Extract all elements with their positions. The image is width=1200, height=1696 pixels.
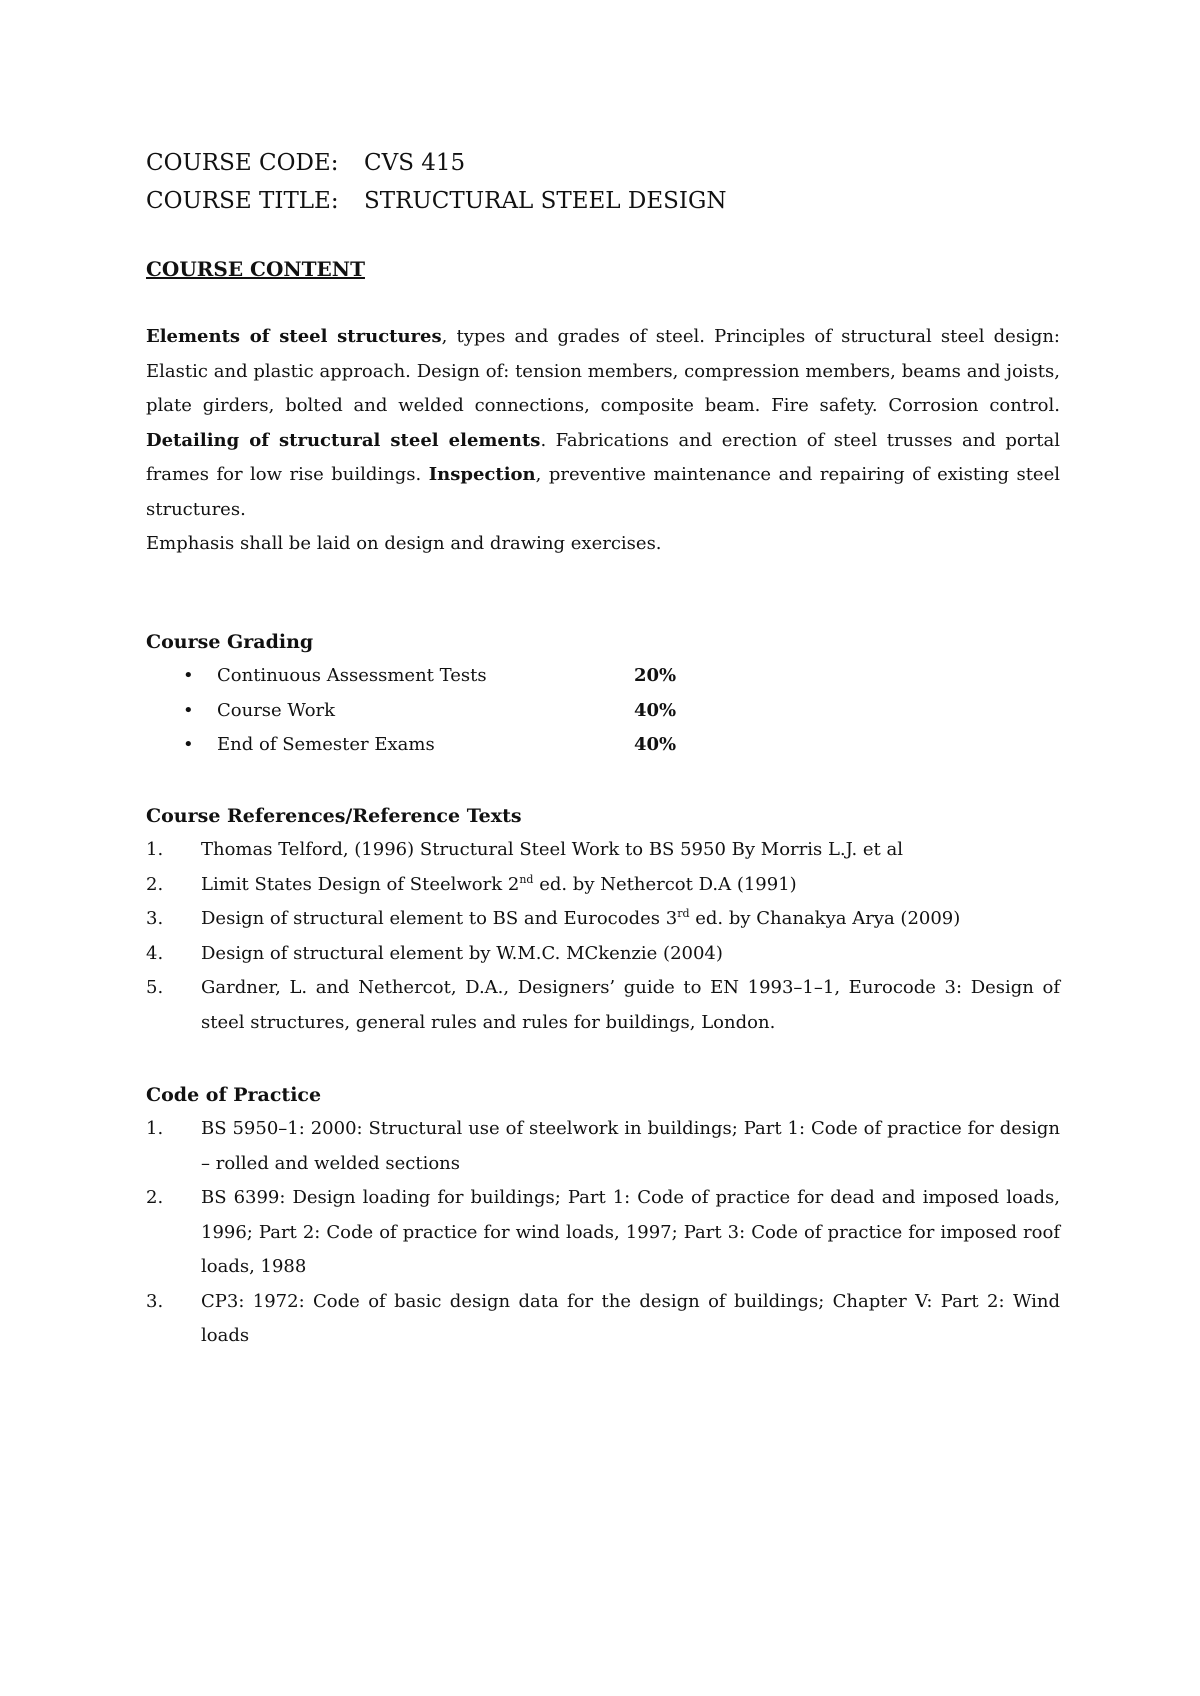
list-item-text: BS 6399: Design loading for buildings; Part 1: Code of practice for dead and imposed loads, 1996; Part 2: Code of practice for wind loads, 1997; Part 3: Code of practice for imposed roof loads, 1988	[201, 1187, 1060, 1277]
course-code-label: COURSE CODE:	[146, 150, 339, 176]
list-item	[146, 868, 1060, 903]
list-item-number: 3.	[146, 1290, 164, 1312]
list-item-number: 2.	[146, 1187, 164, 1208]
list-item	[146, 937, 1060, 972]
list-item	[146, 1181, 1060, 1285]
course-references-heading: Course References/Reference Texts	[146, 805, 522, 827]
list-item-text: BS 5950–1: 2000: Structural use of steelwork in buildings; Part 1: Code of practice for design – rolled and welded sections	[201, 1118, 1060, 1174]
course-code-row	[146, 144, 1060, 182]
list-item-number: 5.	[146, 977, 164, 998]
list-item-text	[201, 902, 1060, 937]
list-item-number: 4.	[146, 942, 164, 964]
list-item	[146, 902, 1060, 937]
grading-item-label: Continuous Assessment Tests	[217, 665, 487, 686]
list-item-text: Design of structural element by W.M.C. MCkenzie (2004)	[201, 942, 723, 964]
ref-text-part: ed. by Chanakya Arya (2009)	[689, 908, 961, 929]
ref-text-part: Design of structural element to BS and Eurocodes 3	[201, 908, 678, 929]
content-text-3: , preventive maintenance and repairing of existing steel structures.	[146, 464, 1060, 520]
ref-superscript: rd	[677, 907, 690, 920]
list-item	[146, 1285, 1060, 1354]
references-list	[146, 833, 1060, 1040]
course-grading-section	[146, 625, 1060, 763]
grading-item	[146, 728, 1060, 763]
list-item-number: 1.	[146, 1118, 164, 1139]
list-item	[146, 1112, 1060, 1181]
content-text-2: . Fabrications and erection of steel trusses and portal frames for low rise buildings.	[146, 429, 1061, 485]
list-item	[146, 971, 1060, 1040]
bold-phrase-elements: Elements of steel structures	[146, 326, 442, 347]
list-item-number: 2.	[146, 873, 164, 895]
course-content-section	[146, 257, 1060, 281]
bullet-icon: •	[183, 699, 194, 721]
course-title-row	[146, 182, 1060, 220]
grading-item	[146, 694, 1060, 729]
code-of-practice-heading: Code of Practice	[146, 1084, 322, 1106]
grading-item-value: 40%	[634, 734, 677, 755]
grading-list	[146, 659, 1060, 763]
bold-phrase-detailing: Detailing of structural steel elements	[146, 429, 541, 451]
list-item-text	[201, 868, 1060, 903]
grading-item-value: 20%	[634, 665, 677, 686]
bullet-icon: •	[183, 734, 194, 755]
bullet-icon: •	[183, 665, 194, 686]
course-title-label: COURSE TITLE:	[146, 188, 339, 214]
emphasis-paragraph: Emphasis shall be laid on design and drawing exercises.	[146, 533, 662, 554]
course-references-section	[146, 799, 1060, 1040]
list-item-number: 1.	[146, 839, 164, 860]
course-code-value: CVS 415	[364, 150, 466, 176]
grading-item-label: End of Semester Exams	[217, 734, 435, 755]
practice-list	[146, 1112, 1060, 1354]
course-content-heading: COURSE CONTENT	[146, 257, 365, 281]
course-title-value: STRUCTURAL STEEL DESIGN	[364, 188, 727, 214]
content-text-1: , types and grades of steel. Principles of structural steel design: Elastic and plastic approach. Design of: tension members, compression members, beams and joists, plate girders, bolted and welded connections, composite beam. Fire safety. Corrosion control.	[146, 326, 1060, 416]
course-content-body	[146, 320, 1060, 562]
course-header	[146, 144, 1060, 220]
grading-item	[146, 659, 1060, 694]
code-of-practice-section	[146, 1078, 1060, 1354]
course-grading-heading: Course Grading	[146, 631, 314, 653]
course-content-paragraph	[146, 320, 1060, 527]
list-item-text: CP3: 1972: Code of basic design data for the design of buildings; Chapter V: Part 2: Wind loads	[201, 1290, 1060, 1346]
list-item	[146, 833, 1060, 868]
bold-phrase-inspection: Inspection	[428, 464, 536, 485]
ref-superscript: nd	[519, 872, 534, 886]
ref-text-part: Limit States Design of Steelwork 2	[201, 873, 520, 895]
ref-text-part: ed. by Nethercot D.A (1991)	[533, 873, 797, 895]
list-item-number: 3.	[146, 908, 164, 929]
list-item-text: Gardner, L. and Nethercot, D.A., Designers’ guide to EN 1993–1–1, Eurocode 3: Design of steel structures, general rules and rules for buildings, London.	[201, 977, 1060, 1033]
grading-item-label: Course Work	[217, 699, 336, 721]
list-item-text: Thomas Telford, (1996) Structural Steel Work to BS 5950 By Morris L.J. et al	[201, 839, 903, 860]
grading-item-value: 40%	[634, 699, 677, 721]
